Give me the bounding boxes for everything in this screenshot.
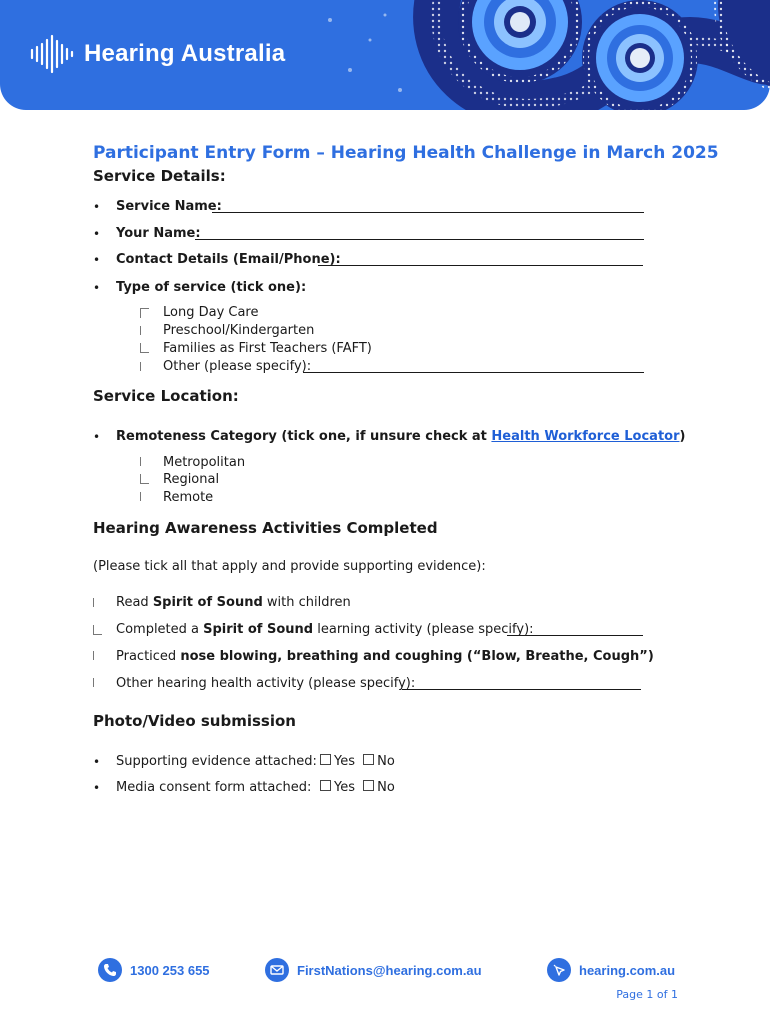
health-workforce-locator-link[interactable]: Health Workforce Locator (491, 429, 680, 444)
service-details-heading: Service Details: (93, 167, 226, 185)
bullet: • (93, 200, 101, 214)
activities-note: (Please tick all that apply and provide supporting evidence): (93, 559, 486, 574)
consent-label: Media consent form attached: (116, 780, 312, 795)
activity-checkbox[interactable] (93, 651, 94, 660)
remoteness-option: Remote (163, 490, 214, 505)
service-type-checkbox[interactable] (140, 343, 149, 353)
yes-label: Yes (334, 754, 355, 769)
aboriginal-art-decoration (310, 0, 770, 110)
service-name-field[interactable] (212, 200, 644, 213)
your-name-label: Your Name: (116, 226, 201, 241)
bullet: • (93, 253, 101, 267)
bullet: • (93, 755, 101, 769)
service-type-option: Families as First Teachers (FAFT) (163, 341, 372, 356)
yes-label: Yes (334, 780, 355, 795)
mail-icon (265, 958, 289, 982)
form-title: Participant Entry Form – Hearing Health Challenge in March 2025 (93, 143, 719, 163)
brand-name: Hearing Australia (84, 40, 286, 67)
consent-yes-checkbox[interactable] (320, 780, 331, 791)
service-name-label: Service Name: (116, 199, 222, 214)
bullet: • (93, 281, 101, 295)
remoteness-checkbox[interactable] (140, 457, 141, 466)
activity-learning: Completed a Spirit of Sound learning activity (please specify): (116, 622, 534, 637)
activity-other: Other hearing health activity (please specify): (116, 676, 416, 691)
footer-website[interactable] (547, 958, 675, 982)
bullet: • (93, 781, 101, 795)
contact-details-label: Contact Details (Email/Phone): (116, 252, 341, 267)
evidence-options (320, 754, 395, 769)
sound-wave-icon (30, 34, 74, 74)
photo-video-heading: Photo/Video submission (93, 712, 296, 730)
your-name-field[interactable] (195, 227, 644, 240)
learning-activity-field[interactable] (507, 623, 643, 636)
no-label: No (377, 780, 395, 795)
brand-logo (30, 34, 285, 74)
header-banner (0, 0, 770, 110)
service-type-option: Preschool/Kindergarten (163, 323, 315, 338)
evidence-label: Supporting evidence attached: (116, 754, 317, 769)
activity-checkbox[interactable] (93, 598, 94, 607)
evidence-yes-checkbox[interactable] (320, 754, 331, 765)
remoteness-label: Remoteness Category (tick one, if unsure check at Health Workforce Locator) (116, 429, 686, 444)
evidence-no-checkbox[interactable] (363, 754, 374, 765)
page-number: Page 1 of 1 (616, 988, 678, 1001)
remoteness-checkbox[interactable] (140, 492, 141, 501)
service-type-option: Long Day Care (163, 305, 259, 320)
service-type-checkbox[interactable] (140, 326, 141, 335)
activity-checkbox[interactable] (93, 625, 102, 635)
other-activity-field[interactable] (402, 677, 641, 690)
remoteness-option: Regional (163, 472, 220, 487)
bullet: • (93, 227, 101, 241)
activity-checkbox[interactable] (93, 678, 94, 687)
phone-number: 1300 253 655 (130, 962, 210, 978)
remoteness-option: Metropolitan (163, 455, 246, 470)
bullet: • (93, 430, 101, 444)
service-type-checkbox[interactable] (140, 362, 141, 371)
contact-details-field[interactable] (318, 253, 643, 266)
activity-blow-breathe-cough: Practiced nose blowing, breathing and coughing (“Blow, Breathe, Cough”) (116, 649, 654, 664)
cursor-click-icon (547, 958, 571, 982)
remoteness-checkbox[interactable] (140, 474, 149, 484)
activity-read-spirit-of-sound: Read Spirit of Sound with children (116, 595, 351, 610)
footer-phone[interactable] (98, 958, 210, 982)
website-url: hearing.com.au (579, 962, 676, 978)
activities-heading: Hearing Awareness Activities Completed (93, 519, 438, 537)
service-location-heading: Service Location: (93, 387, 239, 405)
email-address: FirstNations@hearing.com.au (297, 962, 482, 978)
other-service-field[interactable] (303, 360, 644, 373)
service-type-label: Type of service (tick one): (116, 280, 307, 295)
service-type-option: Other (please specify): (163, 359, 312, 374)
consent-options (320, 780, 395, 795)
service-type-checkbox[interactable] (140, 308, 149, 318)
consent-no-checkbox[interactable] (363, 780, 374, 791)
phone-icon (98, 958, 122, 982)
no-label: No (377, 754, 395, 769)
footer-email[interactable] (265, 958, 482, 982)
